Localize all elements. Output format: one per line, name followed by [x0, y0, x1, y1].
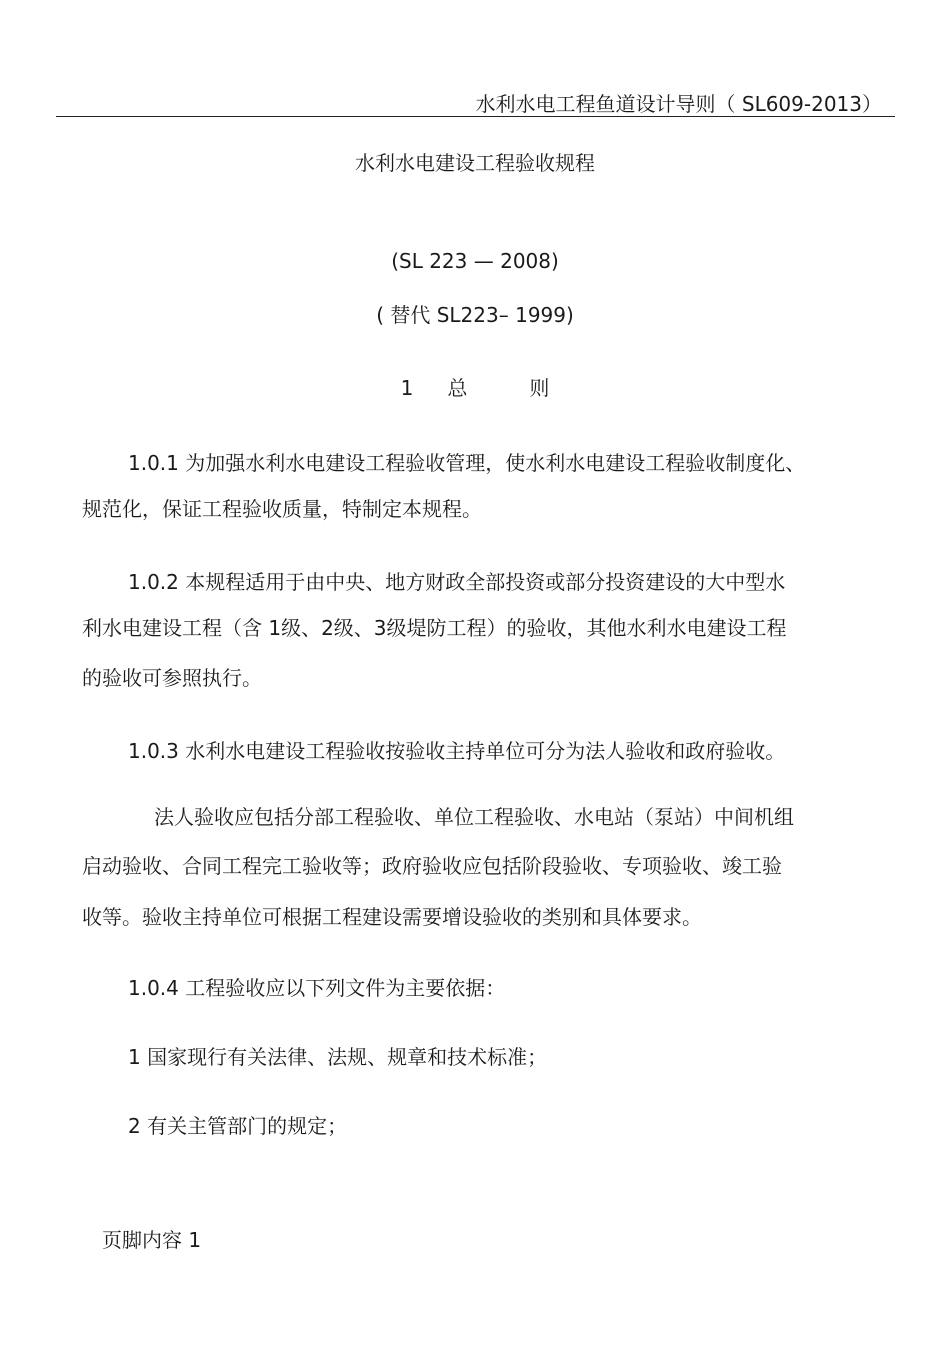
replaces-standard: ( 替代 SL223– 1999)	[376, 303, 574, 327]
list-item-1: 1 国家现行有关法律、法规、规章和技术标准；	[128, 1045, 548, 1069]
standard-code: (SL 223 — 2008)	[391, 249, 559, 273]
running-title: 水利水电工程鱼道设计导则（ SL609-2013）	[475, 92, 882, 116]
clause-1-0-1-line-1: 1.0.1 为加强水利水电建设工程验收管理，使水利水电建设工程验收制度化、	[128, 451, 806, 475]
clause-1-0-3-para-2-line-3: 收等。验收主持单位可根据工程建设需要增设验收的类别和具体要求。	[82, 905, 702, 929]
page-footer: 页脚内容 1	[102, 1228, 202, 1252]
clause-1-0-1-line-2: 规范化，保证工程验收质量，特制定本规程。	[82, 497, 482, 521]
clause-1-0-3-para-2-line-1: 法人验收应包括分部工程验收、单位工程验收、水电站（泵站）中间机组	[154, 805, 794, 829]
clause-1-0-2-line-2: 利水电建设工程（含 1级、2级、3级堤防工程）的验收，其他水利水电建设工程	[82, 616, 787, 640]
list-item-2: 2 有关主管部门的规定；	[128, 1114, 348, 1138]
section-heading	[0, 372, 950, 401]
clause-1-0-2-line-1: 1.0.2 本规程适用于由中央、地方财政全部投资或部分投资建设的大中型水	[128, 570, 786, 594]
section-number: 1	[400, 376, 414, 400]
document-title: 水利水电建设工程验收规程	[355, 151, 595, 175]
section-title-part1: 总	[447, 376, 468, 400]
clause-1-0-3-para-2-line-2: 启动验收、合同工程完工验收等；政府验收应包括阶段验收、专项验收、竣工验	[82, 854, 782, 878]
clause-1-0-3: 1.0.3 水利水电建设工程验收按验收主持单位可分为法人验收和政府验收。	[128, 739, 786, 763]
header-divider	[56, 116, 895, 117]
clause-1-0-2-line-3: 的验收可参照执行。	[82, 666, 262, 690]
section-title-part2: 则	[529, 376, 550, 400]
clause-1-0-4: 1.0.4 工程验收应以下列文件为主要依据：	[128, 976, 506, 1000]
